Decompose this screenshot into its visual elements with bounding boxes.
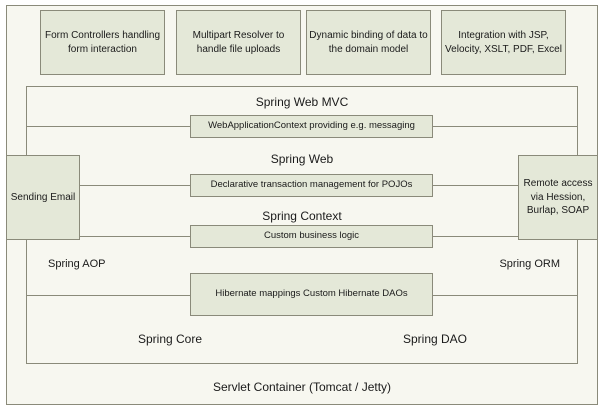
corner-label-spring-orm: Spring ORM bbox=[499, 258, 560, 270]
diagram-box-view-integration: Integration with JSP, Velocity, XSLT, PDF, Excel bbox=[441, 10, 566, 75]
diagram-box-remote-access: Remote access via Hession, Burlap, SOAP bbox=[518, 155, 598, 240]
connector-web-right bbox=[433, 185, 518, 186]
diagram-box-custom-business-logic: Custom business logic bbox=[190, 225, 433, 248]
corner-label-spring-core: Spring Core bbox=[137, 332, 203, 346]
diagram-box-dynamic-binding: Dynamic binding of data to the domain model bbox=[306, 10, 431, 75]
corner-label-spring-aop: Spring AOP bbox=[48, 258, 106, 270]
diagram-box-multipart-resolver: Multipart Resolver to handle file uploads bbox=[176, 10, 301, 75]
connector-mvc-left bbox=[27, 126, 190, 127]
corner-label-spring-dao: Spring DAO bbox=[402, 332, 468, 346]
connector-mvc-right bbox=[433, 126, 577, 127]
connector-context-right bbox=[433, 236, 518, 237]
layer-label-spring-context: Spring Context bbox=[262, 209, 342, 223]
layer-label-spring-web-mvc: Spring Web MVC bbox=[255, 95, 349, 109]
diagram-box-webapplicationcontext: WebApplicationContext providing e.g. messaging bbox=[190, 115, 433, 138]
connector-web-left bbox=[80, 185, 190, 186]
connector-hibernate-left bbox=[27, 295, 190, 296]
layer-label-spring-web: Spring Web bbox=[270, 152, 334, 166]
diagram-box-sending-email: Sending Email bbox=[6, 155, 80, 240]
diagram-box-hibernate-mappings: Hibernate mappings Custom Hibernate DAOs bbox=[190, 273, 433, 316]
connector-context-left bbox=[80, 236, 190, 237]
servlet-container-label: Servlet Container (Tomcat / Jetty) bbox=[212, 380, 392, 394]
diagram-box-form-controllers: Form Controllers handling form interaction bbox=[40, 10, 165, 75]
diagram-box-declarative-transactions: Declarative transaction management for POJOs bbox=[190, 174, 433, 197]
connector-hibernate-right bbox=[433, 295, 577, 296]
